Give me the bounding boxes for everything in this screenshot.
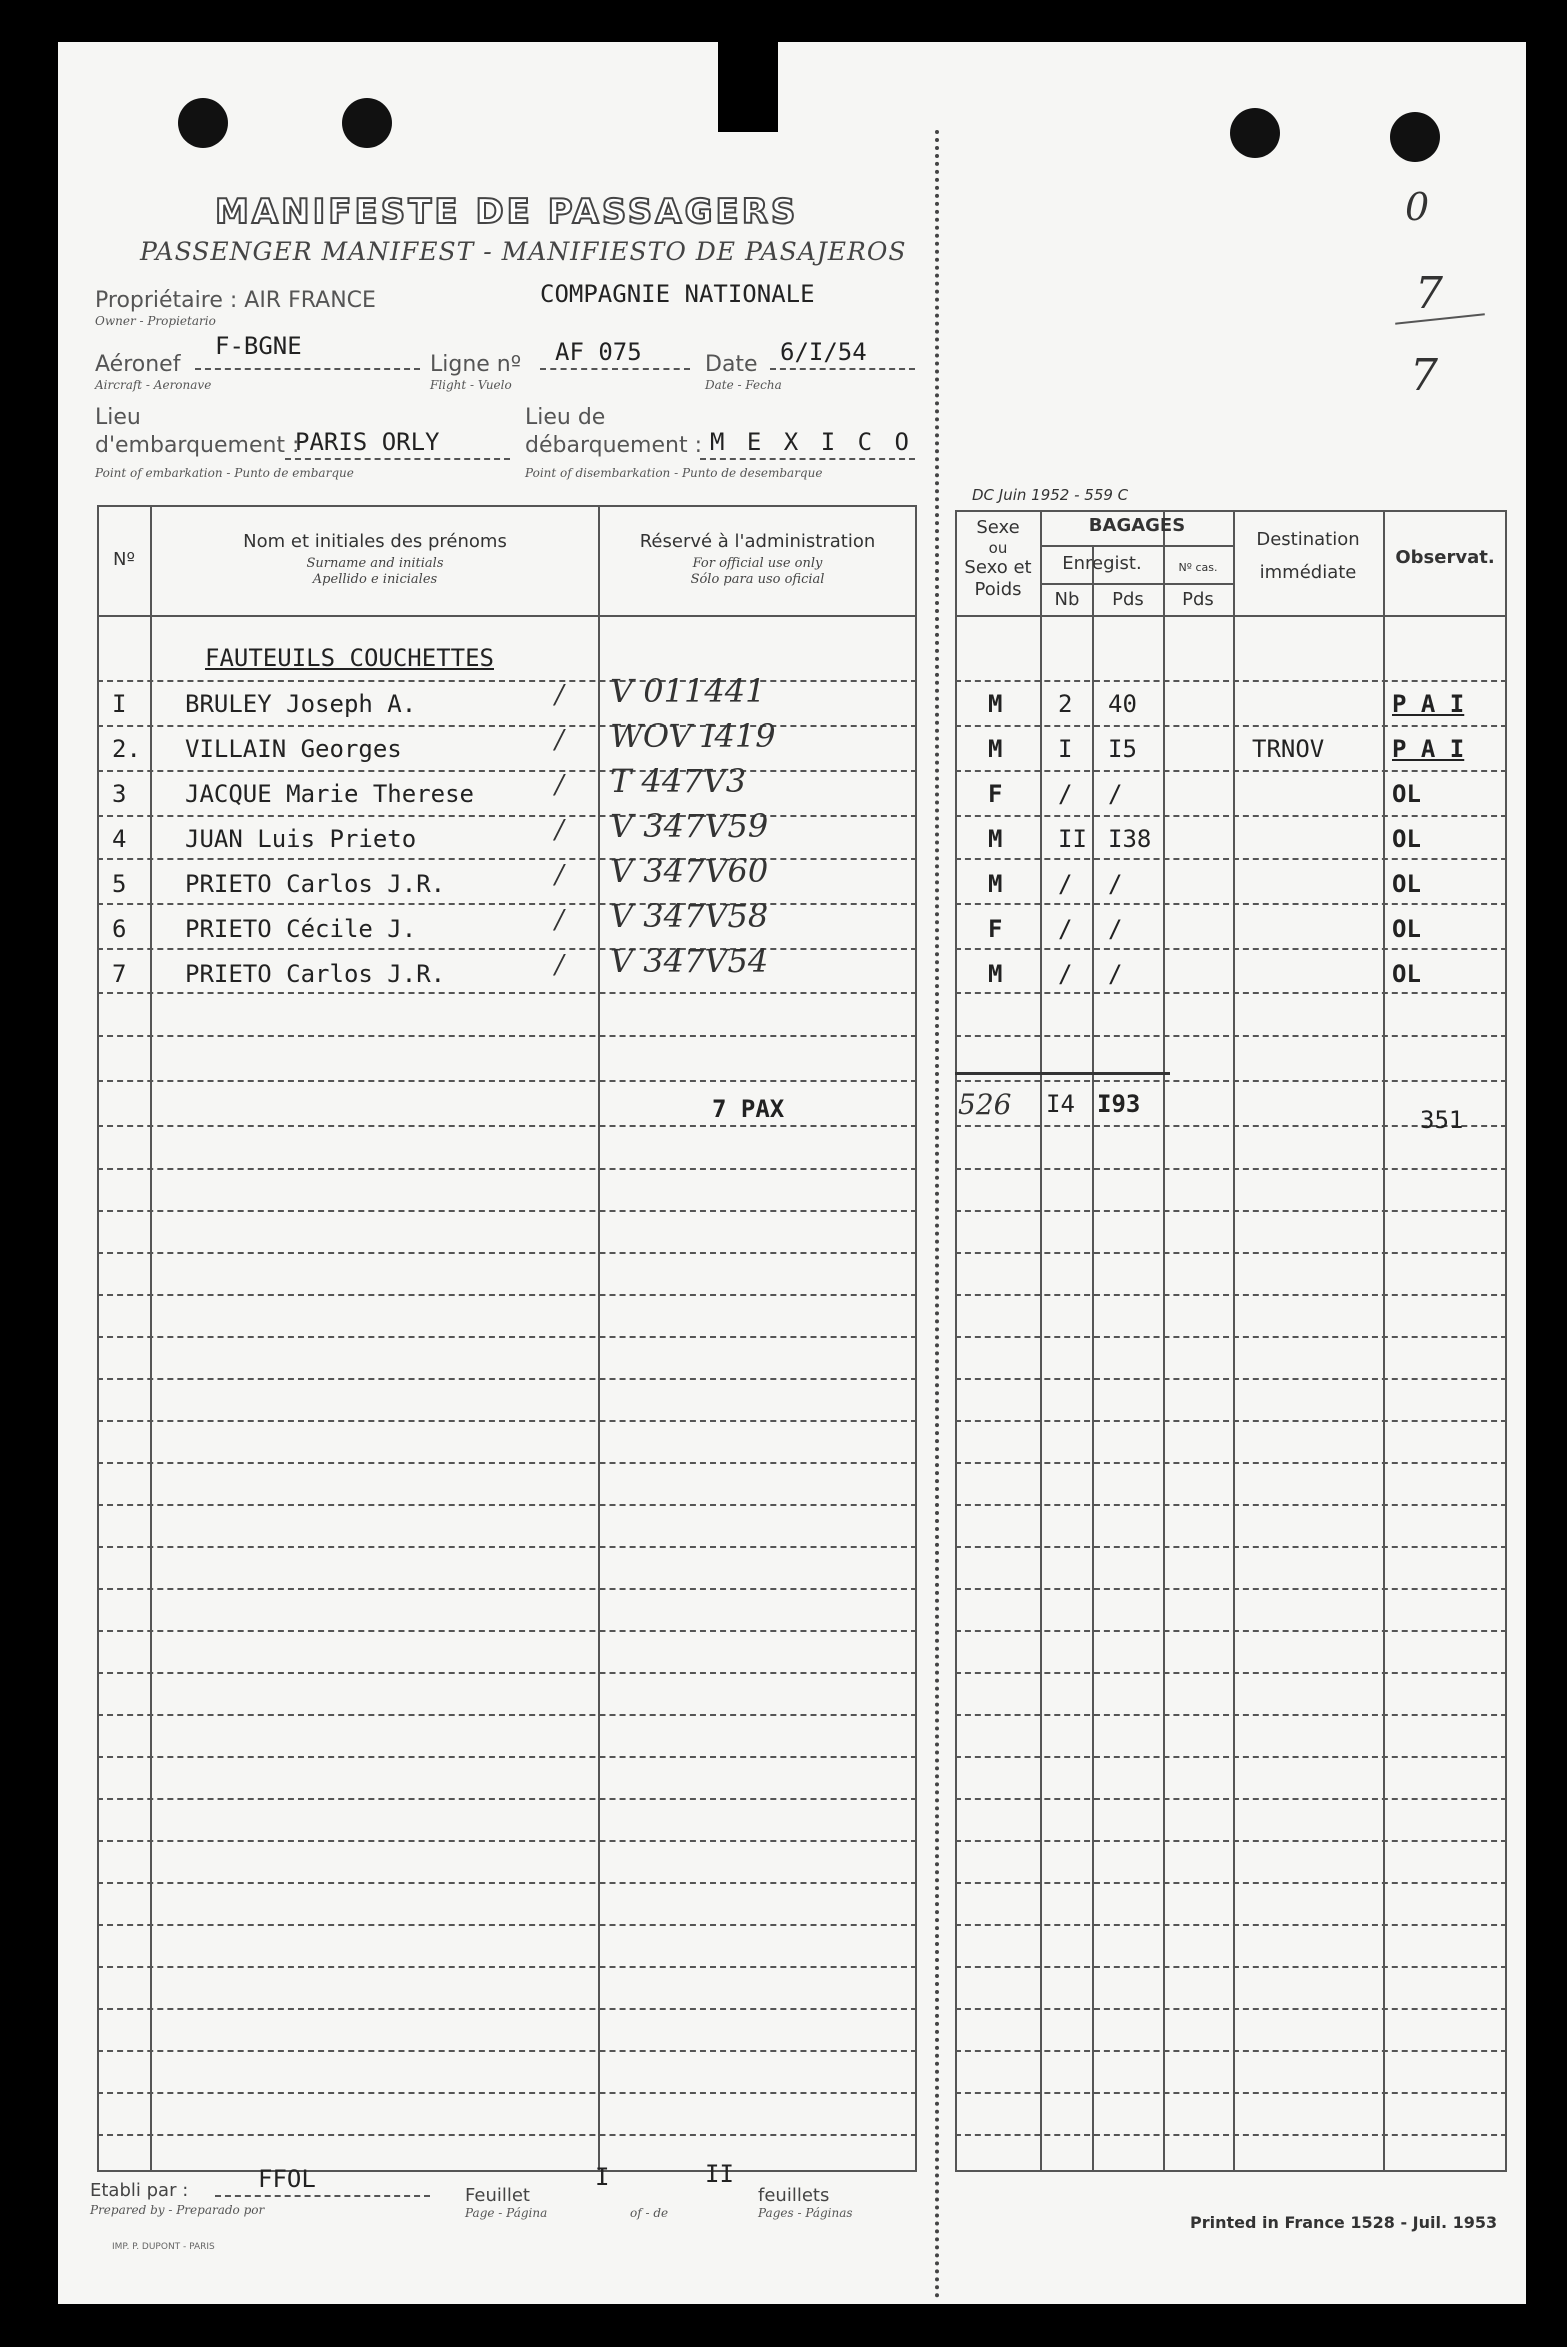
passenger-no: 5 — [112, 870, 127, 898]
punch-hole-left-2 — [342, 98, 392, 148]
check-tick: / — [555, 725, 564, 755]
col-destination-2: immédiate — [1259, 562, 1357, 583]
check-tick: / — [555, 860, 564, 890]
passenger-no: 4 — [112, 825, 127, 853]
row-rule — [97, 1462, 917, 1464]
passenger-name: VILLAIN Georges — [185, 735, 402, 763]
row-rule — [955, 770, 1507, 772]
passenger-baggage-pds: 40 — [1108, 690, 1137, 718]
row-rule — [955, 2134, 1507, 2136]
row-rule — [955, 1294, 1507, 1296]
row-rule — [97, 1080, 917, 1082]
row-rule — [97, 1546, 917, 1548]
margin-note-3: 7 — [1410, 350, 1438, 401]
passenger-admin-ref: WOV I419 — [610, 717, 776, 755]
row-rule — [955, 858, 1507, 860]
passenger-admin-ref: V 347V54 — [610, 942, 769, 980]
col-name-en: Surname and initials — [306, 556, 444, 571]
passenger-remarks: OL — [1392, 825, 1421, 853]
sheets-sub: Pages - Páginas — [758, 2206, 853, 2220]
passenger-name: JUAN Luis Prieto — [185, 825, 417, 853]
row-rule — [955, 1462, 1507, 1464]
row-rule — [97, 1378, 917, 1380]
passenger-baggage-nb: I — [1058, 735, 1073, 763]
row-rule — [955, 1035, 1507, 1037]
passenger-baggage-nb: / — [1058, 780, 1073, 808]
total-weight: 526 — [958, 1088, 1012, 1121]
col-admin-es: Sólo para uso oficial — [690, 572, 825, 587]
punch-hole-left-1 — [178, 98, 228, 148]
row-rule — [97, 1035, 917, 1037]
passenger-remarks: OL — [1392, 780, 1421, 808]
col-sex-1: Sexe — [976, 517, 1020, 538]
row-rule — [97, 858, 917, 860]
row-rule — [955, 2050, 1507, 2052]
date-sub: Date - Fecha — [705, 378, 782, 392]
col-name-es: Apellido e iniciales — [312, 572, 438, 587]
row-rule — [955, 1420, 1507, 1422]
aircraft-sub: Aircraft - Aeronave — [95, 378, 212, 392]
passenger-name: PRIETO Carlos J.R. — [185, 960, 446, 988]
col-no: Nº — [113, 549, 135, 570]
row-rule — [97, 2092, 917, 2094]
section-label: FAUTEUILS COUCHETTES — [205, 644, 494, 672]
printed-in: Printed in France 1528 - Juil. 1953 — [1190, 2213, 1498, 2232]
document-subtitle: PASSENGER MANIFEST - MANIFIESTO DE PASAJEROS — [140, 237, 907, 266]
row-rule — [97, 1294, 917, 1296]
passenger-baggage-nb: 2 — [1058, 690, 1073, 718]
row-rule — [955, 1966, 1507, 1968]
row-rule — [955, 1378, 1507, 1380]
row-rule — [97, 1504, 917, 1506]
of-value: II — [705, 2160, 734, 2188]
row-rule — [97, 1840, 917, 1842]
row-rule — [97, 903, 917, 905]
manifest-sheet — [58, 42, 1526, 2304]
passenger-remarks: P A I — [1392, 690, 1465, 718]
check-tick: / — [555, 680, 564, 710]
col-nb: Nb — [1054, 589, 1080, 610]
row-rule — [955, 1546, 1507, 1548]
col-remarks: Observat. — [1395, 547, 1495, 568]
passenger-baggage-nb: / — [1058, 915, 1073, 943]
passenger-sex: F — [988, 780, 1003, 808]
row-rule — [955, 725, 1507, 727]
sheets-label: feuillets — [758, 2185, 830, 2206]
passenger-baggage-pds: / — [1108, 870, 1123, 898]
check-tick: / — [555, 905, 564, 935]
col-destination-1: Destination — [1256, 529, 1360, 550]
row-rule — [97, 1168, 917, 1170]
passenger-sex: M — [988, 870, 1003, 898]
row-rule — [97, 815, 917, 817]
printer-mark: IMP. P. DUPONT - PARIS — [112, 2242, 215, 2252]
embark-sub: Point of embarkation - Punto de embarque — [95, 466, 354, 480]
col-admin: Réservé à l'administration — [639, 531, 876, 552]
row-rule — [955, 1252, 1507, 1254]
row-rule — [955, 1168, 1507, 1170]
passenger-remarks: OL — [1392, 870, 1421, 898]
flight-label: Ligne nº — [430, 352, 522, 377]
passenger-baggage-nb: II — [1058, 825, 1087, 853]
sheet-value: I — [595, 2163, 610, 2191]
total-nb: I4 — [1046, 1090, 1075, 1118]
row-rule — [955, 1840, 1507, 1842]
passenger-sex: M — [988, 960, 1003, 988]
row-rule — [97, 1882, 917, 1884]
prepared-value: FFOL — [258, 2165, 316, 2193]
owner-sub: Owner - Propietario — [95, 314, 216, 328]
sheet-label: Feuillet — [465, 2185, 530, 2206]
flight-value: AF 075 — [555, 338, 642, 366]
row-rule — [97, 1252, 917, 1254]
col-sex-2: ou — [988, 539, 1008, 557]
passenger-remarks: OL — [1392, 960, 1421, 988]
row-rule — [97, 1630, 917, 1632]
passenger-baggage-pds: / — [1108, 915, 1123, 943]
passenger-baggage-pds: / — [1108, 960, 1123, 988]
row-rule — [955, 1336, 1507, 1338]
passenger-admin-ref: V 347V59 — [610, 807, 769, 845]
col-name: Nom et initiales des prénoms — [243, 531, 507, 552]
passenger-admin-ref: T 447V3 — [610, 762, 747, 800]
passenger-no: 6 — [112, 915, 127, 943]
embark-label-1: Lieu — [95, 405, 141, 430]
row-rule — [97, 1924, 917, 1926]
row-rule — [97, 1756, 917, 1758]
row-rule — [97, 1125, 917, 1127]
total-obs: 351 — [1420, 1106, 1464, 1134]
row-rule — [955, 1630, 1507, 1632]
row-rule — [97, 1588, 917, 1590]
col-extra-pds: Pds — [1182, 589, 1214, 610]
company-name: COMPAGNIE NATIONALE — [540, 280, 815, 308]
row-rule — [97, 1420, 917, 1422]
passenger-destination: TRNOV — [1252, 735, 1325, 763]
passenger-sex: M — [988, 825, 1003, 853]
binder-tab — [718, 42, 778, 132]
aircraft-label: Aéronef — [95, 352, 181, 377]
disembark-sub: Point of disembarkation - Punto de desembarque — [525, 466, 823, 480]
col-sex-3: Sexo et — [964, 557, 1032, 578]
passenger-admin-ref: V 347V60 — [610, 852, 769, 890]
col-baggage: BAGAGES — [1088, 515, 1186, 536]
row-rule — [955, 1882, 1507, 1884]
row-rule — [955, 2092, 1507, 2094]
row-rule — [97, 680, 917, 682]
form-reference: DC Juin 1952 - 559 C — [972, 486, 1129, 504]
passenger-no: 2. — [112, 735, 141, 763]
punch-hole-right-1 — [1230, 108, 1280, 158]
row-rule — [97, 770, 917, 772]
sheet-sub: Page - Página — [465, 2206, 548, 2220]
row-rule — [97, 2050, 917, 2052]
passenger-name: BRULEY Joseph A. — [185, 690, 417, 718]
row-rule — [955, 948, 1507, 950]
row-rule — [97, 1336, 917, 1338]
row-rule — [955, 1714, 1507, 1716]
row-rule — [955, 1924, 1507, 1926]
total-pax: 7 PAX — [712, 1095, 785, 1123]
passenger-name: JACQUE Marie Therese — [185, 780, 474, 808]
row-rule — [97, 725, 917, 727]
passenger-no: 7 — [112, 960, 127, 988]
row-rule — [955, 680, 1507, 682]
passenger-baggage-nb: / — [1058, 870, 1073, 898]
row-rule — [97, 2008, 917, 2010]
row-rule — [97, 1672, 917, 1674]
passenger-name: PRIETO Cécile J. — [185, 915, 417, 943]
col-registered: Enregist. — [1062, 553, 1142, 574]
passenger-no: 3 — [112, 780, 127, 808]
row-rule — [97, 1210, 917, 1212]
passenger-remarks: P A I — [1392, 735, 1465, 763]
row-rule — [955, 1210, 1507, 1212]
passenger-name: PRIETO Carlos J.R. — [185, 870, 446, 898]
passenger-no: I — [112, 690, 127, 718]
date-label: Date — [705, 352, 758, 377]
row-rule — [955, 1756, 1507, 1758]
date-value: 6/I/54 — [780, 338, 867, 366]
of-sub: of - de — [630, 2206, 669, 2220]
prepared-sub: Prepared by - Preparado por — [90, 2203, 265, 2217]
row-rule — [955, 992, 1507, 994]
embark-value: PARIS ORLY — [295, 428, 440, 456]
embark-label-2: d'embarquement : — [95, 433, 300, 458]
owner-label: Propriétaire : AIR FRANCE — [95, 288, 376, 313]
row-rule — [955, 1798, 1507, 1800]
row-rule — [955, 1504, 1507, 1506]
passenger-admin-ref: V 347V58 — [610, 897, 769, 935]
margin-note-2: 7 — [1415, 268, 1443, 319]
row-rule — [97, 1966, 917, 1968]
disembark-label-2: débarquement : — [525, 433, 702, 458]
passenger-baggage-pds: I38 — [1108, 825, 1152, 853]
row-rule — [97, 1798, 917, 1800]
row-rule — [97, 2134, 917, 2136]
passenger-baggage-pds: I5 — [1108, 735, 1137, 763]
punch-hole-right-2 — [1390, 112, 1440, 162]
disembark-label-1: Lieu de — [525, 405, 606, 430]
passenger-sex: M — [988, 735, 1003, 763]
row-rule — [955, 815, 1507, 817]
col-sex-4: Poids — [974, 579, 1022, 600]
check-tick: / — [555, 770, 564, 800]
row-rule — [955, 1080, 1507, 1082]
flight-sub: Flight - Vuelo — [430, 378, 512, 392]
col-extra: Nº cas. — [1178, 561, 1218, 574]
aircraft-value: F-BGNE — [215, 332, 302, 360]
total-pds: I93 — [1097, 1090, 1141, 1118]
margin-note-1: 0 — [1405, 185, 1430, 229]
check-tick: / — [555, 815, 564, 845]
row-rule — [97, 1714, 917, 1716]
passenger-sex: F — [988, 915, 1003, 943]
document-title: MANIFESTE DE PASSAGERS — [215, 192, 799, 232]
col-admin-en: For official use only — [692, 556, 823, 571]
passenger-baggage-pds: / — [1108, 780, 1123, 808]
row-rule — [955, 1588, 1507, 1590]
row-rule — [955, 1672, 1507, 1674]
passenger-remarks: OL — [1392, 915, 1421, 943]
prepared-label: Etabli par : — [90, 2180, 189, 2201]
passenger-admin-ref: V 011441 — [610, 672, 766, 710]
row-rule — [955, 2008, 1507, 2010]
perforation-line — [935, 130, 939, 2300]
row-rule — [97, 948, 917, 950]
row-rule — [955, 903, 1507, 905]
passenger-baggage-nb: / — [1058, 960, 1073, 988]
check-tick: / — [555, 950, 564, 980]
col-pds: Pds — [1112, 589, 1144, 610]
passenger-sex: M — [988, 690, 1003, 718]
disembark-value: M E X I C O — [710, 428, 913, 456]
row-rule — [97, 992, 917, 994]
